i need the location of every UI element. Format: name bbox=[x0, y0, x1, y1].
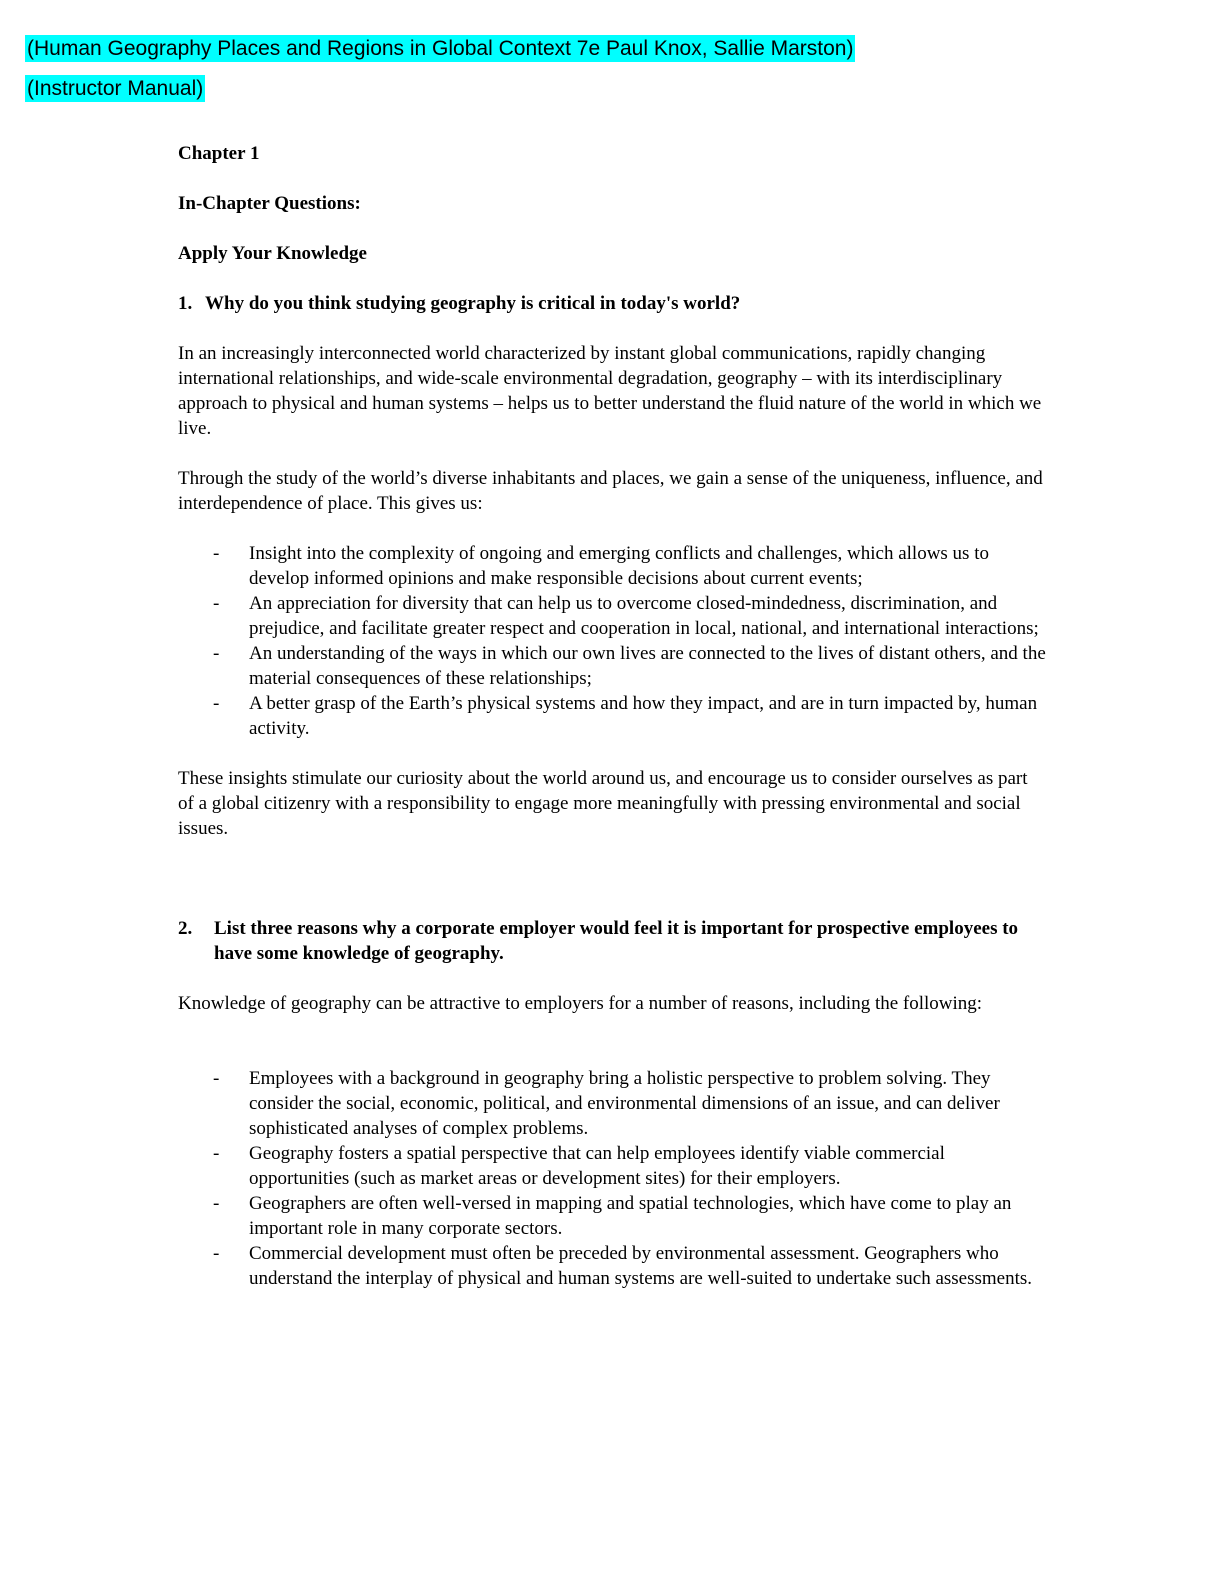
section-heading: In-Chapter Questions: bbox=[178, 193, 361, 214]
q1-paragraph-2: Through the study of the world’s diverse inhabitants and places, we gain a sense of the uniqueness, influence, and interdependence of place. This gives us: bbox=[178, 468, 1043, 514]
header-subtitle-line: (Instructor Manual) bbox=[27, 77, 204, 100]
q2-bullet-list bbox=[178, 1066, 1048, 1291]
q1-paragraph-1: In an increasingly interconnected world characterized by instant global communications, rapidly changing international relationships, and wide-scale environmental degradation, geography – with its interdisciplinary approach to physical and human systems – helps us to better understand the fluid nature of the world in which we live. bbox=[178, 343, 1042, 439]
list-item: - Commercial development must often be preceded by environmental assessment. Geographers who understand the interplay of physical and human systems are well-suited to undertake such assessments. bbox=[213, 1243, 1033, 1289]
q1-paragraph-3: These insights stimulate our curiosity about the world around us, and encourage us to consider ourselves as part of a global citizenry with a responsibility to engage more meaningfully with pressing environmental and social issues. bbox=[178, 768, 1028, 839]
q1-bullet-list bbox=[178, 541, 1048, 741]
dash-marker: - bbox=[213, 1243, 220, 1264]
question-2-text: List three reasons why a corporate employer would feel it is important for prospective employees to have some knowledge of geography. bbox=[214, 918, 1019, 964]
header-title-line: (Human Geography Places and Regions in Global Context 7e Paul Knox, Sallie Marston) bbox=[27, 37, 854, 60]
list-item: - An understanding of the ways in which our own lives are connected to the lives of distant others, and the material consequences of these relationships; bbox=[213, 643, 1046, 689]
question-2-number: 2. bbox=[178, 918, 193, 939]
question-2 bbox=[178, 916, 1048, 966]
dash-marker: - bbox=[213, 1143, 220, 1164]
list-item: - Geographers are often well-versed in mapping and spatial technologies, which have come to play an important role in many corporate sectors. bbox=[213, 1193, 1012, 1239]
subsection-heading: Apply Your Knowledge bbox=[178, 243, 367, 264]
list-item: - Geography fosters a spatial perspective that can help employees identify viable commercial opportunities (such as market areas or development sites) for their employers. bbox=[213, 1143, 945, 1189]
dash-marker: - bbox=[213, 1193, 220, 1214]
list-item: - Employees with a background in geography bring a holistic perspective to problem solving. They consider the social, economic, political, and environmental dimensions of an issue, and can deliver sophisticated analyses of complex problems. bbox=[213, 1068, 1000, 1139]
list-item: - Insight into the complexity of ongoing and emerging conflicts and challenges, which allows us to develop informed opinions and make responsible decisions about current events; bbox=[213, 543, 989, 589]
document-body bbox=[178, 141, 1048, 1291]
dash-marker: - bbox=[213, 593, 220, 614]
dash-marker: - bbox=[213, 1068, 220, 1089]
dash-marker: - bbox=[213, 643, 220, 664]
question-1-number: 1. bbox=[178, 293, 193, 314]
question-1-text: Why do you think studying geography is critical in today's world? bbox=[205, 293, 741, 314]
list-item: - An appreciation for diversity that can help us to overcome closed-mindedness, discrimination, and prejudice, and facilitate greater respect and cooperation in local, national, and international interactions; bbox=[213, 593, 1039, 639]
question-1 bbox=[178, 291, 1048, 316]
chapter-title: Chapter 1 bbox=[178, 143, 260, 164]
dash-marker: - bbox=[213, 543, 220, 564]
q2-paragraph-1: Knowledge of geography can be attractive to employers for a number of reasons, including the following: bbox=[178, 993, 983, 1014]
list-item: - A better grasp of the Earth’s physical systems and how they impact, and are in turn impacted by, human activity. bbox=[213, 693, 1038, 739]
dash-marker: - bbox=[213, 693, 220, 714]
